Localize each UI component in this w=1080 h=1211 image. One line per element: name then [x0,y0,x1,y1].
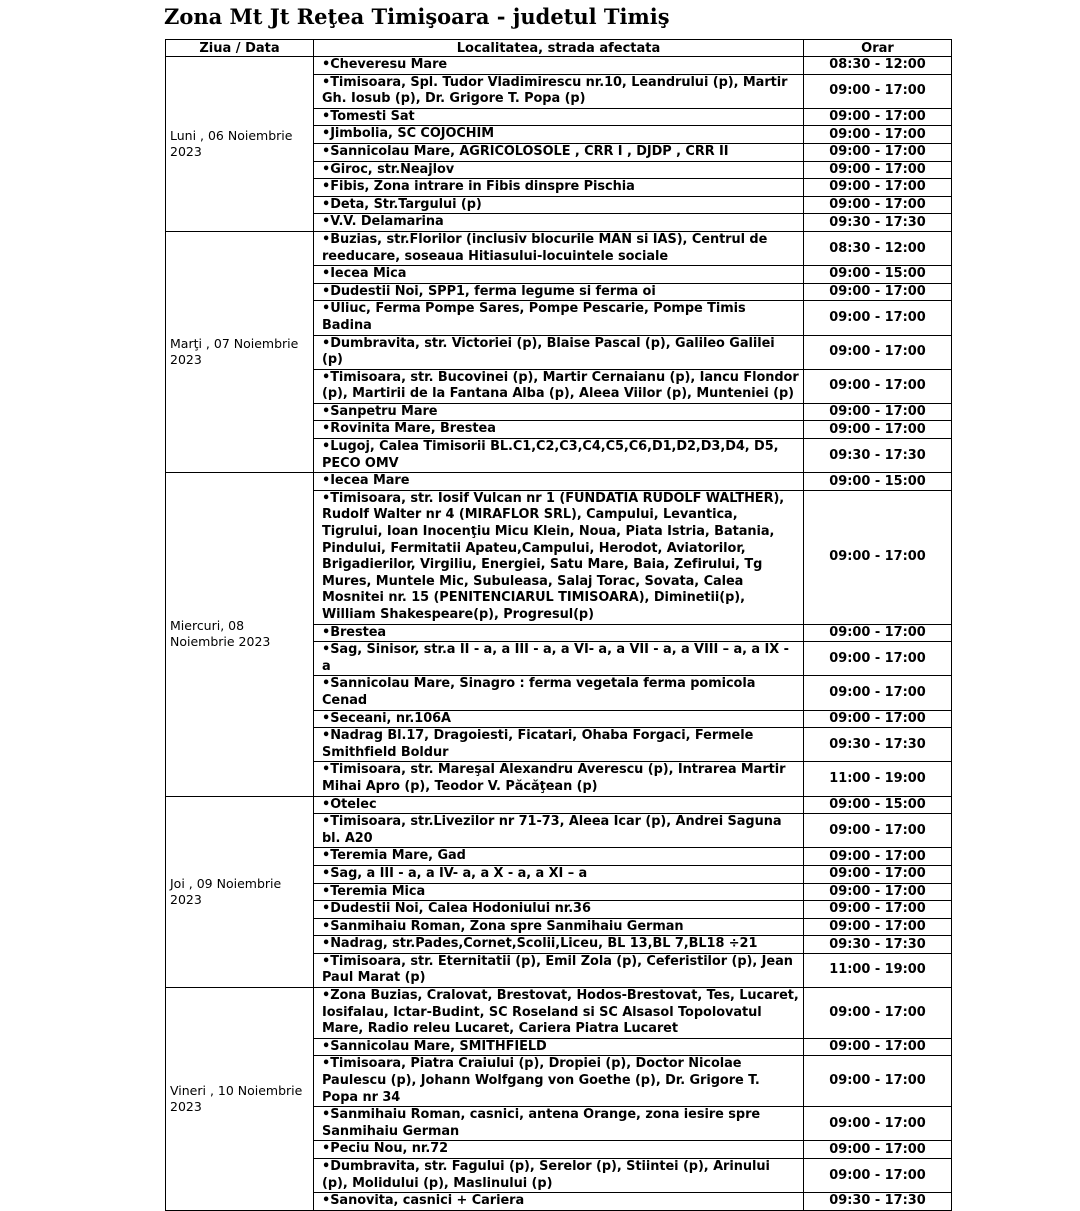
time-cell: 09:00 - 17:00 [804,301,952,335]
location-cell: •Deta, Str.Targului (p) [314,196,804,214]
table-row [166,988,952,1039]
header-row [166,40,952,57]
time-cell: 09:00 - 17:00 [804,918,952,936]
location-cell: •Buzias, str.Florilor (inclusiv blocurile MAN si IAS), Centrul de reeducare, soseaua Hitiasului-locuintele sociale [314,231,804,265]
location-cell: •Fibis, Zona intrare in Fibis dinspre Pischia [314,179,804,197]
time-cell: 09:00 - 17:00 [804,126,952,144]
time-cell: 08:30 - 12:00 [804,231,952,265]
location-cell: •Timisoara, str. Mareşal Alexandru Averescu (p), Intrarea Martir Mihai Apro (p), Teodor V. Păcăţean (p) [314,762,804,796]
time-cell: 09:30 - 17:30 [804,1193,952,1211]
time-cell: 09:00 - 17:00 [804,108,952,126]
location-cell: •Dudestii Noi, Calea Hodoniului nr.36 [314,901,804,919]
location-cell: •Timisoara, str. Bucovinei (p), Martir Cernaianu (p), Iancu Flondor (p), Martirii de la Fantana Alba (p), Aleea Viilor (p), Munteniei (p) [314,369,804,403]
time-cell: 09:00 - 17:00 [804,624,952,642]
time-cell: 09:00 - 17:00 [804,421,952,439]
location-cell: •Rovinita Mare, Brestea [314,421,804,439]
location-cell: •Brestea [314,624,804,642]
location-cell: •Sanovita, casnici + Cariera [314,1193,804,1211]
page-title: Zona Mt Jt Reţea Timişoara - judetul Timiş [164,4,670,29]
location-cell: •Timisoara, str. Eternitatii (p), Emil Zola (p), Ceferistilor (p), Jean Paul Marat (p) [314,953,804,987]
location-cell: •Timisoara, Piatra Craiului (p), Dropiei (p), Doctor Nicolae Paulescu (p), Johann Wolfgang von Goethe (p), Dr. Grigore T. Popa nr 34 [314,1056,804,1107]
time-cell: 09:00 - 17:00 [804,74,952,108]
time-cell: 09:30 - 17:30 [804,214,952,232]
time-cell: 08:30 - 12:00 [804,57,952,75]
time-cell: 09:00 - 15:00 [804,473,952,491]
time-cell: 09:00 - 17:00 [804,814,952,848]
table-body [166,57,952,1211]
time-cell: 09:00 - 17:00 [804,1038,952,1056]
time-cell: 09:30 - 17:30 [804,439,952,473]
location-cell: •V.V. Delamarina [314,214,804,232]
time-cell: 09:00 - 17:00 [804,676,952,710]
location-cell: •Sanpetru Mare [314,403,804,421]
time-cell: 09:00 - 17:00 [804,901,952,919]
location-cell: •Dudestii Noi, SPP1, ferma legume si ferma oi [314,283,804,301]
location-cell: •Dumbravita, str. Victoriei (p), Blaise Pascal (p), Galileo Galilei (p) [314,335,804,369]
time-cell: 09:00 - 17:00 [804,335,952,369]
time-cell: 09:00 - 17:00 [804,883,952,901]
location-cell: •Iecea Mare [314,473,804,491]
location-cell: •Tomesti Sat [314,108,804,126]
time-cell: 09:00 - 17:00 [804,848,952,866]
location-cell: •Cheveresu Mare [314,57,804,75]
location-cell: •Timisoara, str.Livezilor nr 71-73, Aleea Icar (p), Andrei Saguna bl. A20 [314,814,804,848]
time-cell: 09:30 - 17:30 [804,728,952,762]
location-cell: •Zona Buzias, Cralovat, Brestovat, Hodos-Brestovat, Tes, Lucaret, Iosifalau, Ictar-Budint, SC Roseland si SC Alsasol Topolovatul Mare, Radio releu Lucaret, Cariera Piatra Lucaret [314,988,804,1039]
location-cell: •Nadrag Bl.17, Dragoiesti, Ficatari, Ohaba Forgaci, Fermele Smithfield Boldur [314,728,804,762]
header-time: Orar [804,40,952,57]
location-cell: •Jimbolia, SC COJOCHIM [314,126,804,144]
location-cell: •Sanmihaiu Roman, Zona spre Sanmihaiu German [314,918,804,936]
day-date-cell: Miercuri, 08 Noiembrie 2023 [166,473,314,796]
location-cell: •Teremia Mare, Gad [314,848,804,866]
day-date-cell: Vineri , 10 Noiembrie 2023 [166,988,314,1211]
location-cell: •Seceani, nr.106A [314,710,804,728]
location-cell: •Lugoj, Calea Timisorii BL.C1,C2,C3,C4,C5,C6,D1,D2,D3,D4, D5, PECO OMV [314,439,804,473]
time-cell: 09:00 - 17:00 [804,865,952,883]
location-cell: •Iecea Mica [314,266,804,284]
time-cell: 09:00 - 15:00 [804,796,952,814]
location-cell: •Timisoara, Spl. Tudor Vladimirescu nr.10, Leandrului (p), Martir Gh. Iosub (p), Dr. Grigore T. Popa (p) [314,74,804,108]
time-cell: 11:00 - 19:00 [804,762,952,796]
time-cell: 09:00 - 17:00 [804,283,952,301]
location-cell: •Sannicolau Mare, SMITHFIELD [314,1038,804,1056]
location-cell: •Nadrag, str.Pades,Cornet,Scolii,Liceu, BL 13,BL 7,BL18 ÷21 [314,936,804,954]
time-cell: 09:00 - 17:00 [804,161,952,179]
location-cell: •Sannicolau Mare, AGRICOLOSOLE , CRR I , DJDP , CRR II [314,143,804,161]
location-cell: •Teremia Mica [314,883,804,901]
time-cell: 09:00 - 17:00 [804,710,952,728]
time-cell: 09:00 - 17:00 [804,988,952,1039]
location-cell: •Sanmihaiu Roman, casnici, antena Orange, zona iesire spre Sanmihaiu German [314,1107,804,1141]
header-day: Ziua / Data [166,40,314,57]
location-cell: •Sag, Sinisor, str.a II - a, a III - a, a VI- a, a VII - a, a VIII – a, a IX - a [314,642,804,676]
location-cell: •Peciu Nou, nr.72 [314,1141,804,1159]
location-cell: •Dumbravita, str. Fagului (p), Serelor (p), Stiintei (p), Arinului (p), Molidului (p), Maslinului (p) [314,1159,804,1193]
time-cell: 09:00 - 17:00 [804,179,952,197]
day-date-cell: Marţi , 07 Noiembrie 2023 [166,231,314,472]
time-cell: 09:00 - 17:00 [804,143,952,161]
time-cell: 09:00 - 17:00 [804,1107,952,1141]
location-cell: •Giroc, str.Neajlov [314,161,804,179]
location-cell: •Uliuc, Ferma Pompe Sares, Pompe Pescarie, Pompe Timis Badina [314,301,804,335]
time-cell: 09:30 - 17:30 [804,936,952,954]
time-cell: 09:00 - 17:00 [804,1159,952,1193]
location-cell: •Sannicolau Mare, Sinagro : ferma vegetala ferma pomicola Cenad [314,676,804,710]
location-cell: •Timisoara, str. Iosif Vulcan nr 1 (FUNDATIA RUDOLF WALTHER), Rudolf Walter nr 4 (MIRAFLOR SRL), Campului, Levantica, Tigrului, Ioan Inocenţiu Micu Klein, Noua, Piata Istria, Batania, Pindului, Fermitatii Apateu,Campului, Herodot, Aviatorilor, Brigadierilor, Virgiliu, Energiei, Satu Mare, Baia, Zefirului, Tg Mures, Muntele Mic, Subuleasa, Salaj Torac, Sovata, Calea Mosnitei nr. 15 (PENITENCIARUL TIMISOARA), Diminetii(p), William Shakespeare(p), Progresul(p) [314,490,804,624]
time-cell: 09:00 - 15:00 [804,266,952,284]
time-cell: 09:00 - 17:00 [804,369,952,403]
outage-schedule-table [165,39,952,1211]
time-cell: 09:00 - 17:00 [804,1056,952,1107]
time-cell: 09:00 - 17:00 [804,1141,952,1159]
table-row [166,57,952,75]
table-header [166,40,952,57]
table-row [166,231,952,265]
time-cell: 09:00 - 17:00 [804,642,952,676]
time-cell: 09:00 - 17:00 [804,403,952,421]
table-row [166,473,952,491]
header-location: Localitatea, strada afectata [314,40,804,57]
location-cell: •Otelec [314,796,804,814]
day-date-cell: Joi , 09 Noiembrie 2023 [166,796,314,988]
time-cell: 11:00 - 19:00 [804,953,952,987]
time-cell: 09:00 - 17:00 [804,196,952,214]
time-cell: 09:00 - 17:00 [804,490,952,624]
day-date-cell: Luni , 06 Noiembrie 2023 [166,57,314,232]
table-row [166,796,952,814]
location-cell: •Sag, a III - a, a IV- a, a X - a, a XI – a [314,865,804,883]
